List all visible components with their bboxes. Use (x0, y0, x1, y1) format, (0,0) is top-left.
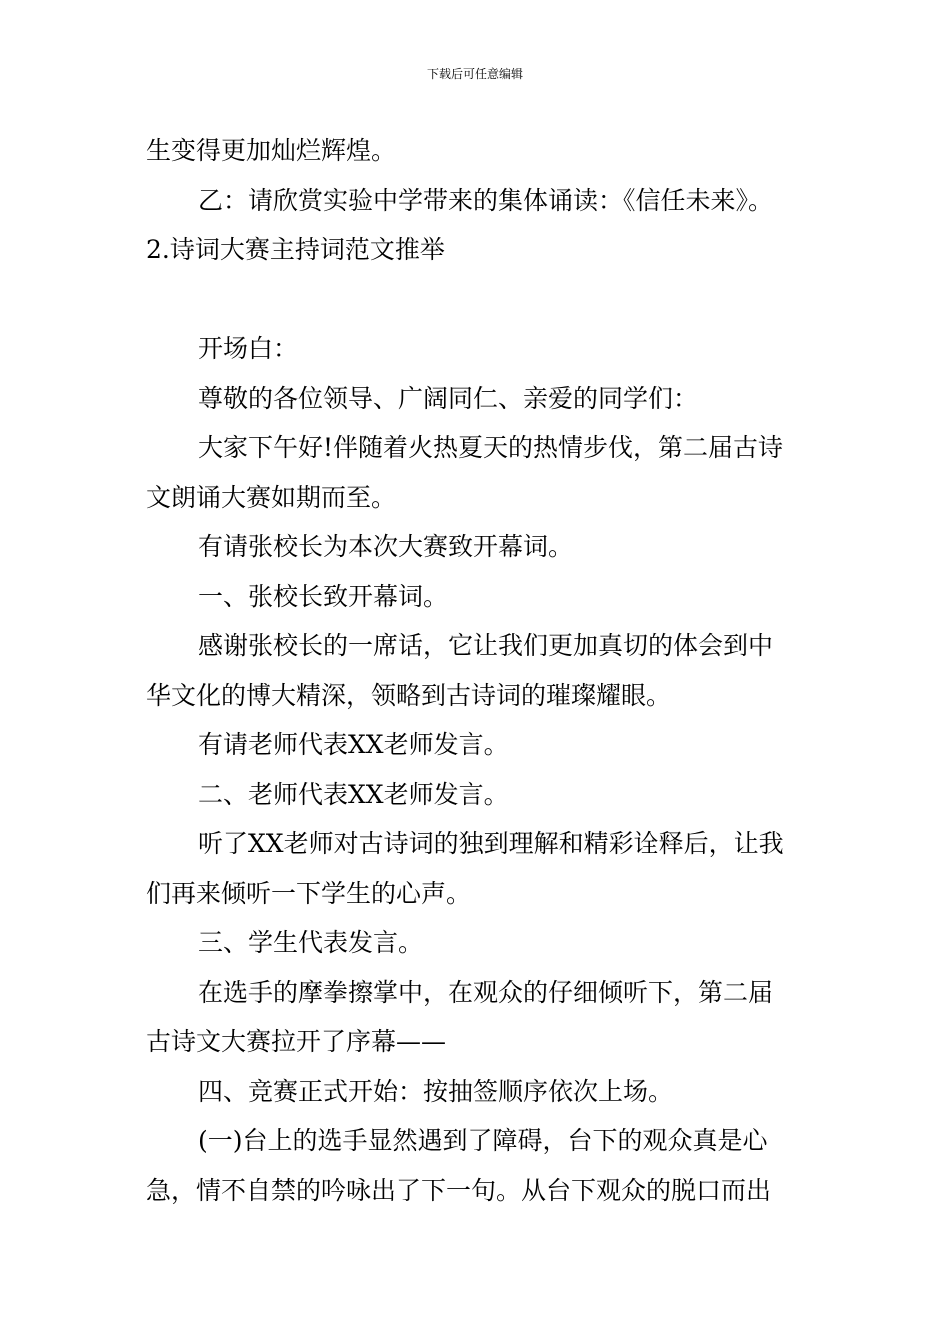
body-line: 尊敬的各位领导、广阔同仁、亲爱的同学们： (198, 383, 699, 413)
body-line: 大家下午好!伴随着火热夏天的热情步伐，第二届古诗 (198, 433, 784, 462)
body-line: (一)台上的选手显然遇到了障碍，台下的观众真是心 (198, 1126, 768, 1155)
body-line: 一、张校长致开幕词。 (198, 581, 449, 611)
body-line: 乙：请欣赏实验中学带来的集体诵读：《信任未来》。 (198, 185, 774, 215)
blank-line (146, 275, 806, 325)
body-line: 三、学生代表发言。 (198, 928, 424, 957)
body-line: 有请张校长为本次大赛致开幕词。 (198, 532, 574, 561)
body-line: 急，情不自禁的吟咏出了下一句。从台下观众的脱口而出 (146, 1175, 772, 1205)
body-line: 听了XX老师对古诗词的独到理解和精彩诠释后，让我 (198, 829, 784, 858)
body-line: 生变得更加灿烂辉煌。 (146, 136, 397, 165)
body-line: 开场白： (198, 334, 299, 363)
body-line: 华文化的博大精深，领略到古诗词的璀璨耀眼。 (146, 680, 672, 710)
body-line: 有请老师代表XX老师发言。 (198, 730, 509, 759)
body-line: 古诗文大赛拉开了序幕—— (146, 1027, 447, 1056)
body-line: 在选手的摩拳擦掌中，在观众的仔细倾听下，第二届 (198, 977, 774, 1007)
section-heading: 2.诗词大赛主持词范文推举 (146, 235, 445, 264)
page-header-note: 下载后可任意编辑 (426, 67, 523, 81)
body-line: 二、老师代表XX老师发言。 (198, 779, 509, 809)
body-line: 感谢张校长的一席话，它让我们更加真切的体会到中 (198, 631, 774, 660)
body-line: 四、竞赛正式开始：按抽签顺序依次上场。 (198, 1076, 674, 1106)
body-line: 们再来倾听一下学生的心声。 (146, 878, 472, 908)
document-body (146, 126, 806, 1215)
body-line: 文朗诵大赛如期而至。 (146, 482, 397, 512)
